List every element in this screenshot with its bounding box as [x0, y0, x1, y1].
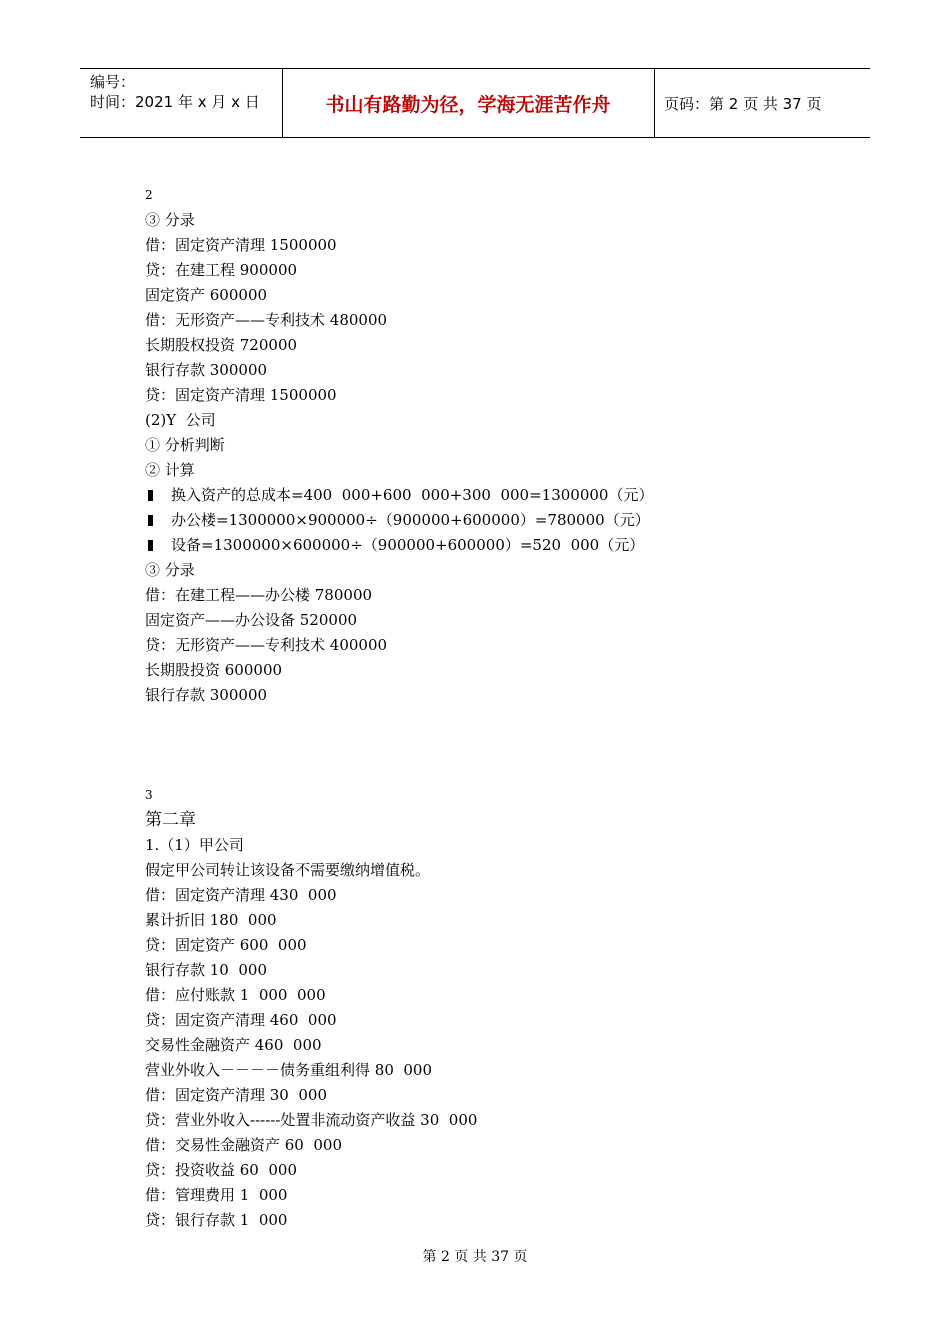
number-label: 编号： — [90, 73, 136, 91]
page-header — [80, 68, 870, 138]
text-line: ② 计算 — [145, 461, 195, 479]
text-line: 交易性金融资产 460 000 — [145, 1036, 322, 1054]
bullet-text: 设备=1300000×600000÷（900000+600000）=520 000（元） — [171, 536, 645, 554]
page-footer: 第 2 页 共 37 页 — [422, 1249, 528, 1265]
chapter-title: 第二章 — [145, 810, 196, 830]
bullet-marker-icon — [148, 490, 153, 501]
text-line: 借：交易性金融资产 60 000 — [145, 1136, 343, 1154]
bullet-text: 换入资产的总成本=400 000+600 000+300 000=1300000（元） — [171, 486, 654, 504]
bullet-marker-icon — [148, 515, 153, 526]
text-line: 贷：营业外收入------处置非流动资产收益 30 000 — [145, 1111, 478, 1129]
header-motto: 书山有路勤为径，学海无涯苦作舟 — [282, 69, 655, 137]
text-line: 假定甲公司转让该设备不需要缴纳增值税。 — [145, 861, 431, 879]
section-a-bullets — [145, 483, 845, 558]
section-gap — [145, 708, 845, 783]
bullet-line — [145, 533, 845, 558]
text-line: 贷：固定资产清理 460 000 — [145, 1011, 337, 1029]
bullet-line — [145, 483, 845, 508]
section-a-lines — [145, 208, 845, 483]
text-line: 贷：在建工程 900000 — [145, 261, 298, 279]
text-line: ① 分析判断 — [145, 436, 225, 454]
time-label: 时间：2021 年 x 月 x 日 — [90, 93, 260, 111]
text-line: 银行存款 300000 — [145, 361, 268, 379]
text-line: 累计折旧 180 000 — [145, 911, 277, 929]
text-line: 长期股权投资 720000 — [145, 336, 298, 354]
page-marker: 2 — [145, 188, 153, 202]
bullet-marker-icon — [148, 540, 153, 551]
text-line: ③ 分录 — [145, 211, 195, 229]
text-line: 借：固定资产清理 30 000 — [145, 1086, 328, 1104]
text-line: 借：应付账款 1 000 000 — [145, 986, 326, 1004]
text-line: 银行存款 10 000 — [145, 961, 268, 979]
text-line: 固定资产——办公设备 520000 — [145, 611, 358, 629]
text-line: 借：固定资产清理 1500000 — [145, 236, 337, 254]
header-meta-cell — [80, 69, 283, 137]
page-marker: 3 — [145, 788, 153, 802]
section-a-lines-2 — [145, 558, 845, 708]
text-line: (2)Y 公司 — [145, 411, 216, 429]
bullet-line — [145, 508, 845, 533]
section-b-lines — [145, 833, 845, 1233]
text-line: ③ 分录 — [145, 561, 195, 579]
text-line: 营业外收入－－－－债务重组利得 80 000 — [145, 1061, 433, 1079]
text-line: 1.（1）甲公司 — [145, 836, 244, 854]
text-line: 借：无形资产——专利技术 480000 — [145, 311, 388, 329]
text-line: 借：管理费用 1 000 — [145, 1186, 288, 1204]
text-line: 长期股投资 600000 — [145, 661, 283, 679]
text-line: 贷：固定资产清理 1500000 — [145, 386, 337, 404]
text-line: 固定资产 600000 — [145, 286, 268, 304]
bullet-text: 办公楼=1300000×900000÷（900000+600000）=780000（元） — [171, 511, 650, 529]
text-line: 借：在建工程——办公楼 780000 — [145, 586, 373, 604]
text-line: 借：固定资产清理 430 000 — [145, 886, 337, 904]
text-line: 贷：银行存款 1 000 — [145, 1211, 288, 1229]
text-line: 贷：投资收益 60 000 — [145, 1161, 298, 1179]
document-body — [145, 183, 845, 1233]
text-line: 贷：无形资产——专利技术 400000 — [145, 636, 388, 654]
text-line: 银行存款 300000 — [145, 686, 268, 704]
header-page-label: 页码：第 2 页 共 37 页 — [664, 94, 822, 113]
text-line: 贷：固定资产 600 000 — [145, 936, 307, 954]
